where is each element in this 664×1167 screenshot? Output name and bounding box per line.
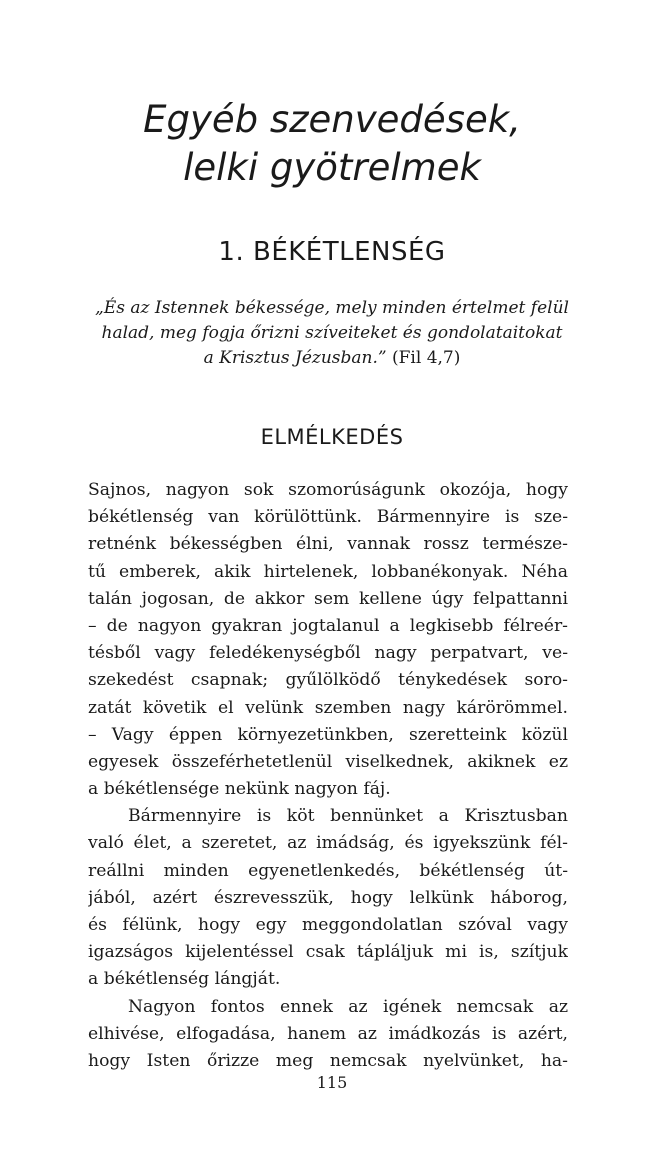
body-line: és félünk, hogy egy meggondolatlan szóval vagy (88, 915, 568, 935)
body-line: talán jogosan, de akkor sem kellene úgy felpattanni (88, 588, 568, 609)
meditation-heading: ELMÉLKEDÉS (260, 425, 404, 449)
page-number: 115 (316, 1073, 348, 1092)
chapter-title-line-2: lelki gyötrelmek (183, 146, 481, 189)
epigraph-line-3 (80, 346, 584, 371)
body-line: tésből vagy feledékenységből nagy perpatvart, ve- (88, 643, 568, 664)
body-line: hogy Isten őrizze meg nemcsak nyelvünket, ha- (88, 1050, 568, 1071)
body-line: igazságos kijelentéssel csak tápláljuk mi is, szítjuk (88, 942, 568, 963)
epigraph-line-2: halad, meg fogja őrizni szíveiteket és gondolataitokat (101, 323, 563, 343)
body-line: zatát követik el velünk szemben nagy kárörömmel. (88, 697, 568, 718)
body-line: való élet, a szeretet, az imádság, és igyekszünk fél- (88, 833, 568, 854)
epigraph-line-1: „És az Istennek békessége, mely minden értelmet felül (95, 298, 569, 318)
epigraph (80, 296, 584, 371)
section-title: 1. BÉKÉTLENSÉG (218, 237, 446, 267)
body-line: – de nagyon gyakran jogtalanul a legkisebb félreér- (88, 615, 568, 636)
body-line: a békétlensége nekünk nagyon fáj. (88, 779, 391, 800)
body-line: elhivése, elfogadása, hanem az imádkozás is azért, (88, 1023, 568, 1044)
body-line: Bármennyire is köt bennünket a Krisztusban (128, 806, 568, 827)
body-line: szekedést csapnak; gyűlölködő ténykedések soro- (88, 670, 568, 691)
body-text (88, 477, 568, 1075)
body-line: békétlenség van körülöttünk. Bármennyire is sze- (88, 507, 568, 528)
body-line: reállni minden egyenetlenkedés, békétlenség út- (88, 860, 568, 881)
body-line: retnénk békességben élni, vannak rossz természe- (88, 534, 568, 555)
body-line: jából, azért észrevesszük, hogy lelkünk háborog, (88, 887, 568, 908)
epigraph-reference: (Fil 4,7) (392, 348, 461, 368)
epigraph-line-3-text: a Krisztus Jézusban.” (203, 348, 387, 368)
body-line: tű emberek, akik hirtelenek, lobbanékonyak. Néha (88, 561, 568, 582)
body-line: a békétlenség lángját. (88, 969, 281, 990)
chapter-title-line-1: Egyéb szenvedések, (143, 98, 521, 141)
body-line: Nagyon fontos ennek az igének nemcsak az (128, 996, 568, 1017)
chapter-title (0, 96, 664, 192)
body-line: – Vagy éppen környezetünkben, szeretteink közül (88, 724, 568, 745)
body-line: Sajnos, nagyon sok szomorúságunk okozója, hogy (88, 480, 568, 500)
body-line: egyesek összeférhetetlenül viselkednek, akiknek ez (88, 751, 568, 772)
